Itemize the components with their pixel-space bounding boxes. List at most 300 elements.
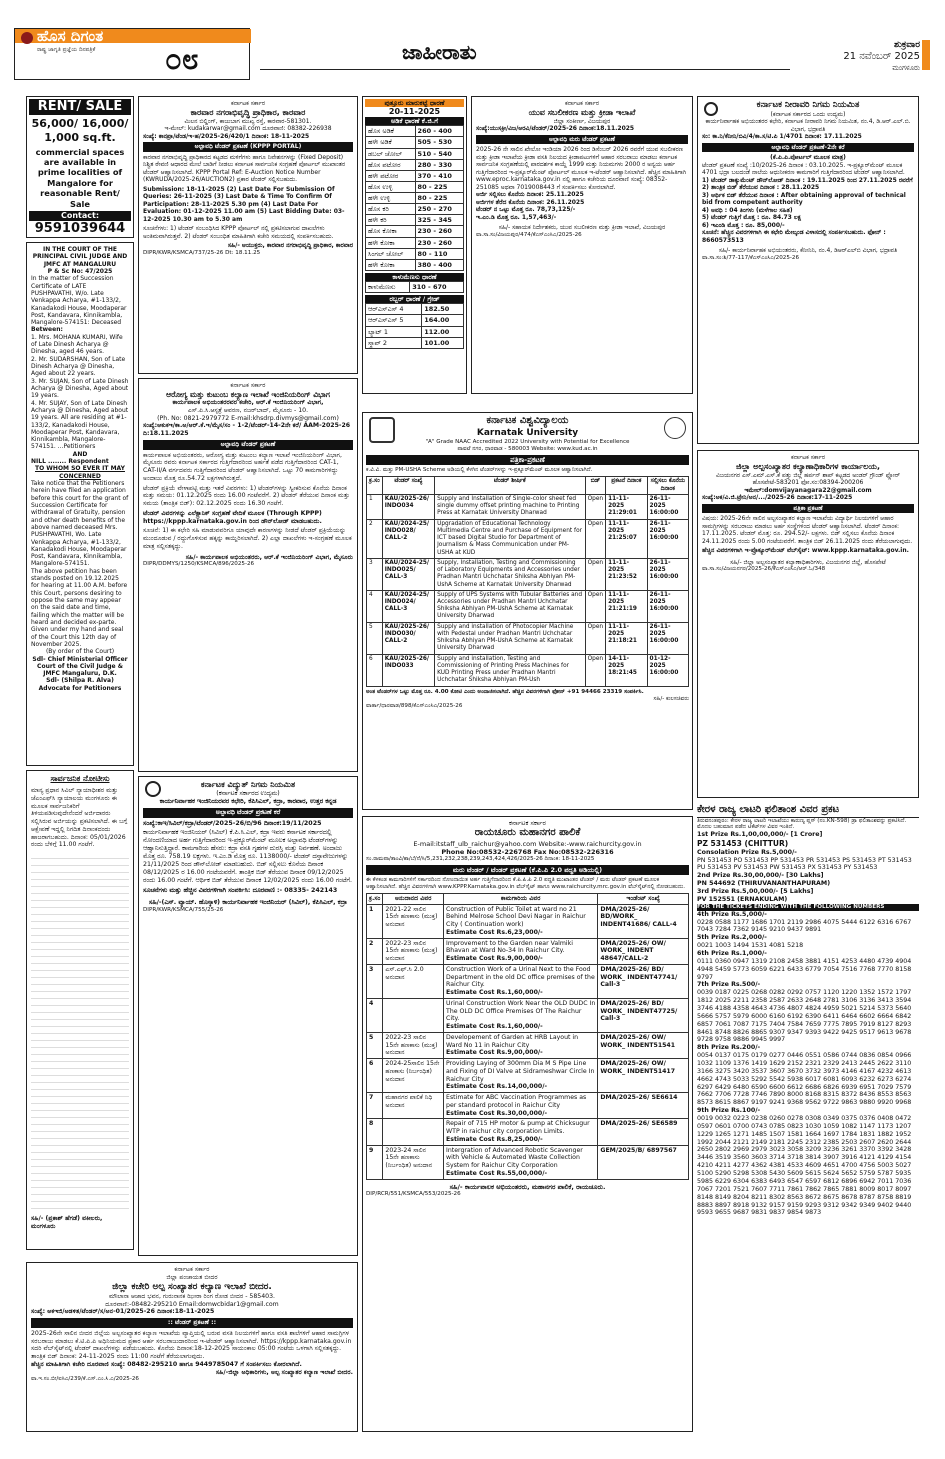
row-number: 9 <box>367 1145 383 1179</box>
indent-number: DMA/2025-26/ SE6614 <box>598 1093 689 1119</box>
dw-title: ಜಿಲ್ಲಾ ಅಲ್ಪಸಂಖ್ಯಾತರ ಕಲ್ಯಾಣಾಧಿಕಾರಿಗಳ ಕಾರ್ಯಾಲಯ, <box>735 461 881 471</box>
raichur-header-cell: ಕ್ರ.ಸಂ <box>367 893 383 904</box>
table-cell: KAU/2025-26/ INDO030/ CALL-2 <box>382 622 434 654</box>
nirawari-body: ಟೆಂಡರ್ ಪ್ರಕಟಣೆ ಸಂಖ್ಯೆ :10/2025-26 ದಿನಾಂಕ : 03.10.2025. ಇ-ಪ್ರಕ್ಯೂರ್‌ಮೆಂಟ್ ಮೂಲಕ 4701 ಭದ್ರಾ ಬಲದಂಡೆ ನಾಲೆಯ ಆಧುನೀಕರಣ ಕಾಮಗಾರಿಗೆ ಗುತ್ತಿಗೆದಾರರಿಂದ ಟೆಂಡರ್ ಆಹ್ವಾನಿಸಲಾಗಿದೆ. <box>702 161 905 177</box>
rate-row <box>366 215 464 226</box>
karwar-note: ಸೂಚನೆಗಳು: 1) ಟೆಂಡರ್ ಸಂಬಂಧಿಸಿದ KPPP ಪೋರ್ಟಲ್ ನಲ್ಲಿ ಪ್ರಕಟಿಸಲಾಗುವ ದಾಖಲೆಗಳು ಅಂತಿಮವಾಗಿರುತ್ತವೆ. 2) ಟೆಂಡರ್ ಸಂಬಂಧಿತ ಮಾಹಿತಿಗಾಗಿ ಕಚೇರಿ ಸಮಯದಲ್ಲಿ ಸಂಪರ್ಕಿಸಬಹುದು. <box>143 225 334 240</box>
estimate-cost: Estimate Cost Rs.9,00,000/- <box>446 955 543 963</box>
sports-sign: ಸಹಿ/- ಸಹಾಯಕ ನಿರ್ದೇಶಕರು, ಯುವ ಸಬಲೀಕರಣ ಮತ್ತು ಕ್ರೀಡಾ ಇಲಾಖೆ, ವಿಜಯಪುರ <box>498 224 666 231</box>
indent-number: DMA/2025-26/ OW/ WORK_ INDENT 48647/CALL-2 <box>598 938 689 964</box>
table-row <box>367 519 689 558</box>
market-rates <box>362 96 467 394</box>
grant-detail <box>383 1119 444 1145</box>
ayush-ph: (Ph. No: 0821-2979772 E-mail:khsdrp.divmys@gmail.com) <box>157 414 339 422</box>
rate-value: 325 - 345 <box>415 215 463 226</box>
row-number: 2 <box>367 938 383 964</box>
table-cell: 11-11-2025 21:18:21 <box>606 622 647 654</box>
table-row <box>367 494 689 519</box>
bidar-sub: ಜಿಲ್ಲಾ ಪಂಚಾಯತ ಬೀದರ <box>166 1273 218 1281</box>
kpcl-note: ಸೂಚನೆಗಳು ಮತ್ತು ಹೆಚ್ಚಿನ ವಿವರಗಳಿಗಾಗಿ ಸಂಪರ್ಕಿಸಿ: ದೂರವಾಣಿ :- 08335- 242143 <box>143 887 338 895</box>
nirawari-sub: (ಕರ್ನಾಟಕ ಸರ್ಕಾರದ ಒಂದು ಉದ್ಯಮ) <box>770 110 846 118</box>
kud-intro: ಕ.ವಿ.ವಿ. ಮತ್ತು PM-USHA Scheme ಅಡಿಯಲ್ಲಿ ಕೆಳಗಿನ ಟೆಂಡರ್‌ಗಳನ್ನು ಇ-ಪ್ರಕ್ಯೂರ್‌ಮೆಂಟ್ ಮೂಲಕ ಆಹ್ವಾನಿಸಲಾಗಿದೆ. <box>366 467 593 474</box>
rubber-name: ಆರ್‌ಎಸ್‌ಎಸ್ 4 <box>366 304 422 315</box>
karwar-govt: ಕರ್ನಾಟಕ ಸರ್ಕಾರ <box>230 100 266 107</box>
rate-value: 505 - 530 <box>415 137 463 148</box>
sports-d1: ಅರ್ಜಿ ಸಲ್ಲಿಸಲು ಕೊನೆಯ ದಿನಾಂಕ: 25.11.2025 <box>476 191 584 198</box>
rates-subtitle: ಅಡಿಕೆ ಧಾರಣೆ ಕೆ.ಜಿ.ಗೆ <box>365 117 464 125</box>
rate-value: 230 - 260 <box>415 226 463 237</box>
rate-row <box>366 193 464 204</box>
nirawari-footer: ವಾ.ಸಾ.ಸಂ:ಶಿ/77-117/ಕೆಎಸ್‌ಎಂಸಿಎ/2025-26 <box>702 254 800 261</box>
work-description: Intergration of Advanced Robotic Scavenger with Vehicle & Automated Waste Collection System for Raichur City Corporation <box>446 1146 583 1170</box>
rent-area: 56,000/ 16,000/ 1,000 sq.ft. <box>31 117 129 144</box>
rubber-row <box>366 326 464 337</box>
estimate-cost: Estimate Cost Rs.1,60,000/- <box>446 989 543 997</box>
ayush-sched: ಟೆಂಡರ್ ಪ್ರಕ್ರಿಯೆ ವೇಳಾಪಟ್ಟಿ ಮತ್ತು ಇತರೆ ವಿವರಗಳು: 1) ಟೆಂಡರ್‌ಗಳನ್ನು ಸ್ವೀಕರಿಸುವ ಕೊನೆಯ ದಿನಾಂಕ ಮತ್ತು ಸಮಯ: 01.12.2025 ರಂದು 16.00 ಗಂಟೆವರೆಗೆ. 2) ಟೆಂಡರ್ ತೆರೆಯುವ ದಿನಾಂಕ ಮತ್ತು ಸಮಯ (ತಾಂತ್ರಿಕ ಬಿಡ್): 02.12.2025 ರಂದು 16.30 ಗಂಟೆಗೆ. <box>143 484 350 508</box>
rubber-value: 112.00 <box>422 326 464 337</box>
karwar-email: ಇ-ಮೇಲ್: kudakarwar@gmail.com ದೂರವಾಣಿ: 08382-226938 <box>164 125 332 132</box>
nirawari-d3: 3) ಆರ್ಥಿಕ ಬಿಡ್ ತೆರೆಯುವ ದಿನಾಂಕ : After obtaining approval of technical bid from competent authority <box>702 191 906 207</box>
kpcl-govt: ಕರ್ನಾಟಕ ವಿದ್ಯುತ್ ನಿಗಮ ನಿಯಮಿತ <box>200 780 296 789</box>
table-row <box>367 998 689 1032</box>
work-detail <box>444 1059 598 1093</box>
indent-number: DMA/2025-26/ BD/ WORK_ INDENT47725/ Call-3 <box>598 998 689 1032</box>
rate-row <box>366 248 464 259</box>
karwar-title: ಕಾರವಾರ ನಗರಾಭಿವೃದ್ಧಿ ಪ್ರಾಧಿಕಾರ, ಕಾರವಾರ <box>190 107 306 117</box>
pepper-title: ಕಾಳುಮೆಣಸು ಧಾರಣೆ <box>365 273 464 281</box>
page-number: ೦೮ <box>165 42 199 77</box>
rate-row <box>366 237 464 248</box>
table-cell: KAU/2024-25/ INDO024/ CALL-3 <box>382 590 434 622</box>
rate-value: 280 - 330 <box>415 159 463 170</box>
rate-value: 80 - 110 <box>415 248 463 259</box>
lottery-p4: 0228 0588 1177 1686 1701 2119 2986 4075 5444 6122 6316 6767 7043 7284 7362 9145 9210 9437 9891 <box>697 918 912 934</box>
kud-header-cell: ಸಲ್ಲಿಸಲು ಕೊನೆಯ ದಿನಾಂಕ <box>647 477 688 494</box>
table-cell: 5 <box>367 622 383 654</box>
ayush-ref: ಸಂಖ್ಯೆ:ಆಕುಕಇ/ಕಾ.ಅ/ಆರ್.ಕೆ.ಇ/ಮೈಸ/ಸಂ - 1-2/ಟೆಂಡರ್-14-2ನೇ ಕರೆ/ AAM-2025-26 ದಿ:18.11.2025 <box>143 422 351 438</box>
table-cell: Open <box>585 622 605 654</box>
table-row <box>367 964 689 998</box>
orange-bar <box>922 40 930 70</box>
lottery-title: ಕೇರಳ ರಾಜ್ಯ ಲಾಟರಿ ಫಲಿತಾಂಶ ವಿವರ ಪ್ರಕಟ <box>697 804 919 818</box>
table-row <box>367 558 689 590</box>
rate-value: 80 - 225 <box>415 193 463 204</box>
court-notice <box>26 242 134 766</box>
sports-tender <box>471 96 693 394</box>
estimate-cost: Estimate Cost Rs.14,00,000/- <box>446 1083 548 1091</box>
date: 21 ನವೆಂಬರ್ 2025 <box>843 51 920 63</box>
ayush-url: ಟೆಂಡರ್ ವಿವರಗಳನ್ನು ಎಲೆಕ್ಟ್ರಾನಿಕ್ ಸಂಗ್ರಹಣೆ ವೇದಿಕೆ ಮೂಲಕ (Through KPPP) https://kppp.karnataka.gov.in ರಿಂದ ಡೌನ್‌ಲೋಡ್ ಮಾಡಬಹುದು. <box>143 509 322 525</box>
lottery-p6: 0111 0360 0947 1319 2108 2458 3881 4151 4253 4480 4739 4904 4948 5459 5773 6059 6221 6433 6779 7054 7516 7768 7770 8158 9797 <box>697 957 912 981</box>
row-number: 1 <box>367 904 383 938</box>
ayush-sign: ಸಹಿ/- ಕಾರ್ಯಪಾಲಕ ಅಭಿಯಂತರರು, ಆರ್.ಕೆ ಇಂಜಿನಿಯರಿಂಗ್ ವಿಭಾಗ, ಮೈಸೂರು <box>185 553 353 561</box>
logo-text: ಹೊಸ ದಿಗಂತ <box>37 27 104 45</box>
raichur-header-cell: ಕಾಮಗಾರಿಯ ವಿವರ <box>444 893 598 904</box>
work-detail <box>444 938 598 964</box>
table-cell: 11-11-2025 21:23:52 <box>606 558 647 590</box>
table-cell: 11-11-2025 21:21:19 <box>606 590 647 622</box>
grant-detail: ಎಸ್.ಎಫ್.ಸಿ 2.0 ಅನುದಾನ <box>383 964 444 998</box>
pepper-name: ಕಾಳುಮೆಣಸು <box>366 282 410 293</box>
lottery-p6-label: 6th Prize Rs.1,000/- <box>697 950 767 957</box>
table-cell: 11-11-2025 21:25:07 <box>606 519 647 558</box>
lottery-results <box>697 804 919 1434</box>
work-description: Repair of 715 HP motor & pump at Chicksugur WTP in raichur city corporation Limits. <box>446 1120 590 1136</box>
rate-name: ಹಳೇ ಕೋಕಾ <box>366 237 416 248</box>
table-cell: KAU/2024-25/ INDO028/ CALL-2 <box>382 519 434 558</box>
masthead <box>0 0 945 86</box>
table-cell: 14-11-2025 18:21:45 <box>606 654 647 686</box>
dw-body: ವಿಷಯ: 2025-26ನೇ ಸಾಲಿನ ಅಲ್ಪಸಂಖ್ಯಾತರ ಕಲ್ಯಾಣ ಇಲಾಖೆಯ ವಿದ್ಯಾರ್ಥಿ ನಿಲಯಗಳಿಗೆ ಆಹಾರ ಸಾಮಗ್ರಿಗಳನ್ನು ಸರಬರಾಜು ಮಾಡಲು ಅರ್ಹ ಸಂಸ್ಥೆಗಳಿಂದ ಟೆಂಡರ್ ಆಹ್ವಾನಿಸಲಾಗಿದೆ. ಟೆಂಡರ್ ದಿನಾಂಕ: 17.11.2025. ಟೆಂಡರ್ ಮೊತ್ತ: ರೂ. 294.52/- ಲಕ್ಷಗಳು. ಬಿಡ್ ಸಲ್ಲಿಸಲು ಕೊನೆಯ ದಿನಾಂಕ 24.11.2025 ರಂದು 5.00 ಗಂಟೆಯವರೆಗೆ. ತಾಂತ್ರಿಕ ಬಿಡ್ 26.11.2025 ರಂದು ತೆರೆಯಲಾಗುವುದು. <box>702 515 913 545</box>
raichur-header-row <box>367 893 689 904</box>
dw-sign: ಸಹಿ/- ಜಿಲ್ಲಾ ಅಲ್ಪಸಂಖ್ಯಾತರ ಕಲ್ಯಾಣಾಧಿಕಾರಿಗಳು, ವಿಜಯನಗರ ಜಿಲ್ಲೆ, ಹೊಸಪೇಟೆ <box>730 558 886 566</box>
lottery-p1: PZ 531453 (CHITTUR) <box>697 839 789 849</box>
nirawari-title: ಕರ್ನಾಟಕ ನೀರಾವರಿ ನಿಗಮ ನಿಯಮಿತ <box>756 100 860 110</box>
kpcl-sign: ಸಹಿ/-(ಎಸ್. ವ್ಯಾಯ್. ಹೊಸ್ಕಾಳಿ) ಕಾರ್ಯನಿರ್ವಾಹಕ ಇಂಜಿನಿಯರ್ (ಸಿವಿಲ್), ಕೆಪಿಸಿಎಲ್, ಕದ್ರಾ <box>148 899 348 907</box>
rubber-table <box>365 303 464 349</box>
table-cell: 26-11-2025 16:00:00 <box>647 519 688 558</box>
rate-value: 250 - 270 <box>415 204 463 215</box>
raichur-intro: ಈ ಕೆಳಕಂಡ ಕಾಮಗಾರಿಗಳಿಗೆ ಸರ್ಕಾರದಿಂದ ನೋಂದಾಯಿತ ಅರ್ಹ ಗುತ್ತಿಗೆದಾರರಿಂದ ಕೆ.ಪಿ.ಪಿ.ಪಿ 2.0 ಪದ್ಧತಿ ಮುಖಾಂತರ ಟೆಂಡರ್ / ಮರು ಟೆಂಡರ್ ಪ್ರಕಟಣೆ ಮೂಲಕ ಆಹ್ವಾನಿಸಲಾಗಿದೆ. ಹೆಚ್ಚಿನ ವಿವರಗಳಿಗಾಗಿ www.KPPP.Karnataka.gov.in ವೆಬ್‌ಸೈಟ್ ಹಾಗೂ www.raichurcity.mrc.gov.in ವೆಬ್‌ಸೈಟ್‌ನಲ್ಲಿ ನೋಡಬಹುದು. <box>366 876 686 890</box>
table-cell: 26-11-2025 16:00:00 <box>647 622 688 654</box>
table-cell: Open <box>585 654 605 686</box>
bidar-footer: ವಾ.ಇ.ಸಂ.ಬೀ/ಐಸಿಎ/239/ಕೆ.ಎಸ್.ಎಂ.ಸಿ.ಎ/2025-26 <box>31 1376 139 1383</box>
kinn-logo-icon <box>704 102 718 116</box>
nirawari-note: ಸೂಚನೆ: ಹೆಚ್ಚಿನ ವಿವರಗಳಿಗಾಗಿ ಈ ಕಛೇರಿ ಮೇಲ್ಕಂಡ ವಿಳಾಸದಲ್ಲಿ ಸಂಪರ್ಕಿಸಬಹುದು. ಫೋನ್ : 8660573513 <box>702 229 886 244</box>
court-and: AND <box>72 450 88 458</box>
work-detail <box>444 998 598 1032</box>
work-description: Providing Laying of 300mm Dia M S Pipe Line and Fixing of DI Valve at Sidrameshwar Circle In Raichur City <box>446 1060 595 1083</box>
raichur-footer: DIP/RCR/551/KSMCA/553/2025-26 <box>366 1190 461 1197</box>
public-notice-left <box>26 770 134 1250</box>
work-detail <box>444 1119 598 1145</box>
sports-head: ಅಲ್ಪಾವಧಿ ಮರು ಟೆಂಡರ್ ಪ್ರಕಟಣೆ <box>476 135 688 145</box>
rate-value: 80 - 225 <box>415 181 463 192</box>
indent-number: DMA/2025-26/ BD/WORK_ INDENT41686/ CALL-4 <box>598 904 689 938</box>
rate-row <box>366 159 464 170</box>
estimate-cost: Estimate Cost Rs.6,23,000/- <box>446 928 543 936</box>
rate-row <box>366 137 464 148</box>
nirawari-d4: 4) ಅವಧಿ : 04 ತಿಂಗಳು (ಮಳೆಗಾಲ ಸಹಿತ) <box>702 206 793 214</box>
lottery-p5-label: 5th Prize Rs.2,000/- <box>697 934 767 942</box>
raichur-email: E-mail:itstaff_ulb_raichur@yahoo.com Website:-www.raichurcity.gov.in <box>413 839 642 848</box>
kud-title-kn: ಕರ್ನಾಟಕ ವಿಶ್ವವಿದ್ಯಾಲಯ <box>486 415 569 426</box>
table-cell: 26-11-2025 16:00:00 <box>647 494 688 519</box>
district-welfare-notice <box>697 450 919 798</box>
rubber-row <box>366 315 464 326</box>
left-notice-sign: ಸಹಿ/- (ಪ್ರಕಾಶ್ ಹೆಗಡೆ) ವಕೀಲರು, ಮಂಗಳೂರು <box>31 1215 103 1230</box>
raichur-ref: ಸಂ.ರಾಮಪಾ/ತಾಂವಿ/ಶಾ/ಬೆ/ನೆ/ಸಿ/5,231,232,238,239,243,424,426/2025-26 ದಿನಾಂಕ: 18-11-2025 <box>366 855 595 862</box>
rubber-row <box>366 337 464 348</box>
bidar-sign: ಸಹಿ/-ಜಿಲ್ಲಾ ಅಧಿಕಾರಿಗಳು, ಅಲ್ಪ ಸಂಖ್ಯಾತರ ಕಲ್ಯಾಣ ಇಲಾಖೆ ಬೀದರ. <box>215 1368 353 1376</box>
bidar-title: ಜಿಲ್ಲಾ ಕಚೇರಿ ಅಲ್ಪ ಸಂಖ್ಯಾತರ ಕಲ್ಯಾಣ ಇಲಾಖೆ ಬೀದರ. <box>112 1281 272 1292</box>
indent-number: DMA/2025-26/ SE6589 <box>598 1119 689 1145</box>
kud-tender <box>362 412 693 810</box>
work-detail <box>444 964 598 998</box>
row-number: 8 <box>367 1119 383 1145</box>
rate-name: ಹಳೇ ಅಡಿಕೆ <box>366 137 416 148</box>
rate-name: ಹೊಸ ಉಳ್ಳಿ <box>366 181 416 192</box>
court-sign: Sdl- Chief Ministerial Officer Court of the Civil Judge & JMFC Mangaluru, D.K. <box>32 655 128 678</box>
lottery-p8: 0054 0137 0175 0179 0277 0446 0551 0586 0744 0836 0854 0966 1032 1109 1376 1419 1629 2152 2321 2329 2413 2445 2622 3110 3166 3275 3420 3537 3607 3670 3732 3973 4146 4167 4232 4613 4662 4743 5033 5292 5542 5938 6017 6081 6093 6232 6273 6274 6297 6429 6480 6590 6600 6612 6686 6826 6939 6951 7029 7579 7662 7706 7728 7746 7890 8000 8168 8315 8372 8436 8553 8563 8573 8615 8867 9197 9241 9368 9562 9722 9863 9880 9920 9968 <box>697 1052 912 1107</box>
table-cell: Open <box>585 494 605 519</box>
nirawari-d6: 6) ಇಎಂಡಿ ಮೊತ್ತ : ರೂ. 85,000/- <box>702 221 785 229</box>
sports-d4: ಇ.ಎಂ.ಡಿ ಮೊತ್ತ ರೂ. 1,57,463/- <box>476 213 557 221</box>
table-cell: 3 <box>367 558 383 590</box>
court-body1: In the matter of Succession Certificate of LATE PUSHPAVATHI, W/o. Late Venkappa Acharya, #1-133/2, Kanadakodi House, Moodaperar Post, Kandavara, Kinnikambla, Mangalore-574151: Deceased <box>31 275 127 327</box>
rubber-value: 182.50 <box>422 304 464 315</box>
date-block <box>790 40 920 73</box>
rent-contact-label: Contact: <box>29 211 131 221</box>
rate-name: ಹೊಸ ಕೋಕಾ <box>366 226 416 237</box>
kpcl-body: ಕಾರ್ಯನಿರ್ವಾಹಕ ಇಂಜಿನಿಯರ್ (ಸಿವಿಲ್) ಕೆ.ಪಿ.ಸಿ.ಎಲ್, ಕದ್ರಾ ಇವರು ಕರ್ನಾಟಕ ಸರ್ಕಾರದಲ್ಲಿ ನೋಂದಣಿಯಾದ ಅರ್ಹ ಗುತ್ತಿಗೆದಾರರಿಂದ ಇ-ಪ್ರಕ್ಯೂರ್‌ಮೆಂಟ್ ಮೂಲಕ ಅಲ್ಪಾವಧಿ ಟೆಂಡರ್‌ಗಳನ್ನು ಆಹ್ವಾನಿಸುತ್ತಿದ್ದಾರೆ. ಕಾಮಗಾರಿಯ ಹೆಸರು: ಕದ್ರಾ ವಸತಿ ಗೃಹಗಳ ದುರಸ್ತಿ ಮತ್ತು ನಿರ್ವಹಣೆ. ಅಂದಾಜು ಮೊತ್ತ ರೂ. 758.19 ಲಕ್ಷಗಳು. ಇ.ಎಂ.ಡಿ ಮೊತ್ತ ರೂ. 1138000/- ಟೆಂಡರ್ ದಸ್ತಾವೇಜುಗಳನ್ನು 21/11/2025 ರಿಂದ ಡೌನ್‌ಲೋಡ್ ಮಾಡಬಹುದು. ಬಿಡ್ ಸಲ್ಲಿಸಲು ಕೊನೆಯ ದಿನಾಂಕ 08/12/2025 ರ 16.00 ಗಂಟೆಯವರೆಗೆ. ತಾಂತ್ರಿಕ ಬಿಡ್ ತೆರೆಯುವ ದಿನಾಂಕ 09/12/2025 ರಂದು 16.00 ಗಂಟೆಗೆ. ಆರ್ಥಿಕ ಬಿಡ್ ತೆರೆಯುವ ದಿನಾಂಕ 12/02/2025 ರಂದು 16.00 ಗಂಟೆಗೆ. <box>143 829 352 884</box>
kpcl-head: ಅಲ್ಪಾವಧಿ ಟೆಂಡರ್ ಪ್ರಕಟಣೆ ಕರೆ <box>143 808 353 818</box>
lottery-p1-label: 1st Prize Rs.1,00,00,000/- [1 Crore] <box>697 831 823 839</box>
rate-name: ಹಳೇ ಪಟೋರ <box>366 170 416 181</box>
table-cell: KAU/2024-25/ INDO025/ CALL-3 <box>382 558 434 590</box>
bidar-ph: ದೂರವಾಣಿ:-08482-295210 Email:domwcbidar1@gmail.com <box>105 1300 279 1308</box>
nirawari-ref: ಸಂ: ಕಾ.ನಿ/ಕೆನೀನಿ/ಬಿವಿ/4/ಕಾ.ಸ/ಟಿ.ಪಿ 1/4701 ದಿನಾಂಕ: 17.11.2025 <box>702 133 862 141</box>
work-description: Construction Work of a Urinal Next to the Food Department in the old DC office premises of the Raichur City. <box>446 965 595 989</box>
ayush-addr: ಎಸ್.ಪಿ.ಸಿ.ಆಸ್ಪತ್ರೆ ಆವರಣ, ನಜರ್‌ಬಾದ್, ಮೈಸೂರು - 10. <box>187 406 309 414</box>
rubber-value: 101.00 <box>422 337 464 348</box>
rubber-value: 164.00 <box>422 315 464 326</box>
work-description: Improvement to the Garden near Valmiki Bhavan at Ward No-34 In Raichur City. <box>446 939 573 955</box>
table-cell: Supply and installation, Testing and Commissioning of Printing Press Machines for KUD Printing Press under Pradhan Mantri Uchchatar Shiksha Abhiyan PM-Ush <box>435 654 586 686</box>
sports-sub: ಜಿಲ್ಲಾ ಸಂಕೀರ್ಣ, ವಿಜಯಪುರ <box>553 117 611 125</box>
rubber-title: ರಬ್ಬರ್ ಧಾರಣೆ / ಗ್ರೇಡ್ <box>365 295 464 303</box>
lottery-p3: PV 152551 (ERNAKULAM) <box>697 895 788 903</box>
dw-head: ಪತ್ರಿಕಾ ಪ್ರಕಟಣೆ <box>702 504 914 514</box>
kud-header-cell: ಟೆಂಡರ್ ಶೀರ್ಷಿಕೆ <box>435 477 586 494</box>
logo-tagline: ರಾಷ್ಟ್ರ ಜಾಗೃತಿ ಪ್ರಜ್ಞೆಯ ದಿನಪತ್ರಿಕೆ <box>37 47 96 53</box>
table-row <box>367 590 689 622</box>
sports-govt: ಕರ್ನಾಟಕ ಸರ್ಕಾರ <box>564 100 600 107</box>
kud-header-row <box>367 477 689 494</box>
rate-value: 370 - 410 <box>415 170 463 181</box>
nirawari-head2: (ಕೆ.ಪಿ.ಪಿ.ಪೋರ್ಟಲ್ ಮೂಲಕ ಮಾತ್ರ) <box>770 154 846 162</box>
raichur-header-cell: ಇಂಡೆಂಟ್ ಸಂಖ್ಯೆ <box>598 893 689 904</box>
bidar-contact: ಹೆಚ್ಚಿನ ಮಾಹಿತಿಗಾಗಿ ಕಚೇರಿ ದೂರವಾಣಿ ಸಂಖ್ಯೆ: 08482-295210 ಹಾಗೂ 9449785047 ಗೆ ಸಂಪರ್ಕಿಸಲು ಕೋರಲಾಗಿದೆ. <box>31 1360 302 1368</box>
karwar-sign: ಸಹಿ/- ಆಯುಕ್ತರು, ಕಾರವಾರ ನಗರಾಭಿವೃದ್ಧಿ ಪ್ರಾಧಿಕಾರ, ಕಾರವಾರ <box>227 242 353 249</box>
table-cell: Open <box>585 519 605 558</box>
row-number: 3 <box>367 964 383 998</box>
table-row <box>367 1059 689 1093</box>
lottery-p2-label: 2nd Prize Rs.30,00,000/- [30 Lakhs] <box>697 872 824 880</box>
table-cell: Upgradation of Educational Technology Multimedia Centre and Purchase of Equipment for ICT based Digital Studio for Department of Journalism & Mass Communication under PM-USHA at KUD <box>435 519 586 558</box>
sports-title: ಯುವ ಸಬಲೀಕರಣ ಮತ್ತು ಕ್ರೀಡಾ ಇಲಾಖೆ <box>528 107 636 117</box>
kud-header-cell: ಕ್ರ.ಸಂ <box>367 477 383 494</box>
row-number: 7 <box>367 1093 383 1119</box>
table-cell: 11-11-2025 21:29:01 <box>606 494 647 519</box>
lottery-p7-label: 7th Prize Rs.500/- <box>697 981 761 989</box>
kud-seal-icon <box>664 417 686 439</box>
kpcl-footer: DIPR/KWR/KSMCA/755/25-26 <box>143 907 224 914</box>
ayush-govt: ಕರ್ನಾಟಕ ಸರ್ಕಾರ <box>230 382 266 389</box>
raichur-table <box>366 893 689 1180</box>
karwar-sched: Submission: 18-11-2025 (2) Last Date For Submission Of Queries: 26-11-2025 (3) Last Date & Time To Confirm Of Participation: 28-11-2025 5.30 pm (4) Last Date For Evaluation: 01-12-2025 11.00 am (5) Last Bidding Date: 03-12-2025 10.30 am to 5.30 am <box>143 185 345 223</box>
bidar-ref: ಸಂಖ್ಯೆ: ಅಕಇಜಿ/ಅಡಳಿತ/ಟೆಂಡರ್/ಸ/ಅನ-01/2025-26 ದಿನಾಂಕ:18-11-2025 <box>31 1308 215 1316</box>
grant-detail: ಮಹಾನಗರ ಪಾಲಿಕೆ ನಿಧಿ ಅನುದಾನ <box>383 1093 444 1119</box>
kpcl-sub: (ಕರ್ನಾಟಕ ಸರ್ಕಾರದ ಉದ್ಯಮ) <box>216 790 280 797</box>
left-notice-body: ಮಾನ್ಯ ಪ್ರಧಾನ ಸಿವಿಲ್ ನ್ಯಾಯಾಧೀಶರ ಮತ್ತು ಜೆಎಂಎಫ್‌ಸಿ ನ್ಯಾಯಾಲಯ ಮಂಗಳೂರು ಈ ಮೂಲಕ ಸಾರ್ವಜನಿಕರಿಗೆ ತಿಳಿಯಪಡಿಸುವುದೇನೆಂದರೆ ಅರ್ಜಿದಾರರು ಸಲ್ಲಿಸಿರುವ ಅರ್ಜಿಯನ್ನು ಪ್ರಕಟಿಸಲಾಗಿದೆ. ಈ ಬಗ್ಗೆ ಆಕ್ಷೇಪಣೆ ಇದ್ದಲ್ಲಿ ನಿಗದಿತ ದಿನಾಂಕದಂದು ಹಾಜರಾಗಬಹುದು. ದಿನಾಂಕ: 05/01/2026 ರಂದು ಬೆಳಿಗ್ಗೆ 11.00 ಗಂಟೆಗೆ. <box>31 787 128 849</box>
row-number: 5 <box>367 1032 383 1058</box>
dw-govt: ಕರ್ನಾಟಕ ಸರ್ಕಾರ <box>790 454 826 461</box>
lottery-p4-label: 4th Prize Rs.5,000/- <box>697 910 767 918</box>
rate-name: ಸಿಂಗಲ್ ಚೋಲ್ <box>366 248 416 259</box>
grant-detail: 2021-22 ಸಾಲಿನ 15ನೇ ಹಣಕಾಸು (ಮುಕ್ತ) ಅನುದಾನ <box>383 904 444 938</box>
raichur-header-cell: ಅನುದಾನದ ವಿವರ <box>383 893 444 904</box>
kud-title-en: Karnatak University <box>476 427 579 438</box>
estimate-cost: Estimate Cost Rs.8,25,000/- <box>446 1135 543 1143</box>
rate-row <box>366 259 464 270</box>
row-number: 4 <box>367 998 383 1032</box>
kud-logo-icon <box>369 417 395 443</box>
day: ಶುಕ್ರವಾರ <box>894 40 920 50</box>
section-title: ಜಾಹೀರಾತು <box>402 40 477 64</box>
court-p3: 3. Mr. SUJAN, Son of Late Dinesh Acharya @ Dinesha, Aged about 19 years. <box>31 377 129 400</box>
court-title: IN THE COURT OF THE PRINCIPAL CIVIL JUDGE AND JMFC AT MANGALURU <box>32 246 128 268</box>
kpcl-office: ಕಾರ್ಯನಿರ್ವಾಹಕ ಇಂಜಿನಿಯರವರ ಕಛೇರಿ, ಕೆಪಿಸಿಎಲ್, ಕದ್ರಾ, ಕಾರವಾರ, ಉತ್ತರ ಕನ್ನಡ <box>159 797 337 805</box>
kpcl-tender <box>138 776 358 1256</box>
court-p1: 1. Mrs. MOHANA KUMARI, Wife of Late Dinesh Acharya @ Dinesha, aged 46 years. <box>31 333 123 356</box>
work-detail <box>444 1032 598 1058</box>
rate-name: ಹಳೇ ಕೋಕಾ <box>366 259 416 270</box>
table-cell: Supply and Installation of Single-color sheet fed single dummy offset printing machine to Printing Press at Karnatak University Dharwad <box>435 494 586 519</box>
left-notice-title: ಸಾರ್ವಜನಿಕ ನೋಟೀಸು <box>50 774 110 783</box>
table-cell: 2 <box>367 519 383 558</box>
kud-head: ಪತ್ರಿಕಾ-ಪ್ರಕಟಣೆ <box>366 455 689 466</box>
table-row <box>367 1093 689 1119</box>
bidar-govt: ಕರ್ನಾಟಕ ಸರ್ಕಾರ <box>174 1266 210 1273</box>
rate-name: ಹಳೇ ಉಳ್ಳಿ <box>366 193 416 204</box>
work-detail <box>444 1145 598 1179</box>
court-p4: 4. Mr. SUJAY, Son of Late Dinesh Acharya @ Dinesha, Aged about 19 years. All are residing at #1-133/2, Kanadakodi House, Moodaperar Post, Kandavara, Kinnikambla, Mangalore-574151. ...Petitioners <box>31 399 129 451</box>
header-rule <box>260 40 790 70</box>
bidar-addr: ಮೌಲಾನಾ ಆಜಾದ ಭವನ, ಗುರುನಾನಕ ಝೀರಾ ರಿಂಗ ರೋಡ ಬೀದರ - 585403. <box>108 1292 275 1300</box>
table-cell: 26-11-2025 16:00:00 <box>647 558 688 590</box>
indent-number: DMA/2025-26/ OW/ WORK_ INDENT51541 <box>598 1032 689 1058</box>
work-description: Urinal Construction Work Near the OLD DUDC In The OLD DC Office Premises Of The Raichur City. <box>446 999 596 1023</box>
rate-row <box>366 181 464 192</box>
grant-detail: 2023-24 ಸಾಲಿನ 15ನೇ ಹಣಕಾಸು (ನಿರ್ಬಂಧಿತ) ಅನುದಾನ <box>383 1145 444 1179</box>
ayush-notes: ಸೂಚನೆ: 1) ಈ ಕಛೇರಿ ಸಹಿ ಮಾಡುವವರಿಗೂ ಯಾವುದೇ ಕಾರಣಗಳನ್ನು ನೀಡದೆ ಟೆಂಡರ್ ಪ್ರಕ್ರಿಯೆಯನ್ನು ಮುಂದೂಡುವ / ರದ್ದುಗೊಳಿಸುವ ಹಕ್ಕನ್ನು ಕಾಯ್ದಿರಿಸಲಾಗಿದೆ. 2) ಎಲ್ಲಾ ದಾಖಲೆಗಳು ಇ-ಸಂಗ್ರಹಣೆ ಮೂಲಕ ಮಾತ್ರ ಸಲ್ಲಿಸತಕ್ಕದ್ದು. <box>143 527 352 550</box>
court-between: Between: <box>31 326 63 334</box>
lottery-p5: 0021 1003 1494 1531 4081 5218 <box>697 942 804 950</box>
lottery-p2: PN 544692 (THIRUVANANTHAPURAM) <box>697 880 831 888</box>
ayush-tender <box>138 378 358 772</box>
court-adv: Sdl- (Shilpa R. Alva) Advocate for Petitioners <box>38 677 122 692</box>
table-cell: KAU/2025-26/ INDO034 <box>382 494 434 519</box>
ayush-footer: DIPR/DDMYS/1250/KSMCA/896/2025-26 <box>143 561 255 568</box>
estimate-cost: Estimate Cost Rs.9,00,000/- <box>446 1049 543 1057</box>
lottery-p9-label: 9th Prize Rs.100/- <box>697 1107 761 1115</box>
city: ಮಂಗಳೂರು <box>892 63 920 72</box>
work-detail <box>444 1093 598 1119</box>
dw-email: ಇಮೇಲ್:domvijayanagara22@gmail.com <box>744 486 872 494</box>
nirawari-sign: ಸಹಿ/- ಕಾರ್ಯನಿರ್ವಾಹಕ ಅಭಿಯಂತರರು, ಕೆನೀನಿನಿ, ನಂ.4, ಡಿಆರ್‌ಎಲ್‌ಬಿ ವಿಭಾಗ, ಭದ್ರಾವತಿ <box>718 247 898 255</box>
rate-name: ಹೊಸ ಅಡಿಕೆ <box>366 126 416 137</box>
table-row <box>367 622 689 654</box>
rate-row <box>366 170 464 181</box>
rate-row <box>366 126 464 137</box>
kud-footer: ವಾರ್ತಾ/ಧಾರವಾಡ/898/ಕೆಎಸ್‌ಎಂಸಿಎ/2025-26 <box>366 702 463 709</box>
karwar-footer: DIPR/KWR/KSMCA/737/25-26 Dt: 18.11.25 <box>143 249 261 256</box>
rates-table <box>365 125 464 271</box>
rate-row <box>366 148 464 159</box>
karwar-head: ಅಲ್ಪಾವಧಿ ಟೆಂಡರ್ ಪ್ರಕಟಣೆ (KPPP PORTAL) <box>143 142 353 152</box>
table-row <box>367 1032 689 1058</box>
nirawari-head: ಅಲ್ಪಾವಧಿ ಟೆಂಡರ್ ಪ್ರಕಟಣೆ-2ನೇ ಕರೆ <box>702 143 914 153</box>
lottery-p8-label: 8th Prize Rs.200/- <box>697 1044 761 1052</box>
rate-name: ಡಬಲ್ ಚೋಲ್ <box>366 148 416 159</box>
logo <box>14 28 250 80</box>
ayush-sub: ಕಾರ್ಯಪಾಲಕ ಅಭಿಯಂತರರವರ ಕಚೇರಿ, ಆರ್.ಕೆ ಇಂಜಿನಿಯರಿಂಗ್ ವಿಭಾಗ, <box>172 399 324 407</box>
ayush-body: ಕಾರ್ಯಪಾಲಕ ಅಭಿಯಂತರರು, ಆರೋಗ್ಯ ಮತ್ತು ಕುಟುಂಬ ಕಲ್ಯಾಣ ಇಲಾಖೆ ಇಂಜಿನಿಯರಿಂಗ್ ವಿಭಾಗ, ಮೈಸೂರು ರವರು ಕರ್ನಾಟಕ ಸರ್ಕಾರದ ಗುತ್ತಿಗೆದಾರರಿಂದ ಅರ್ಹತೆ ಪಡೆದ ಗುತ್ತಿಗೆದಾರರಿಂದ CAT-1, CAT-II/A ವರ್ಗದವರು ಗುತ್ತಿಗೆದಾರರಿಂದ ಟೆಂಡರ್ ಆಹ್ವಾನಿಸಲಾಗಿದೆ. ಒಟ್ಟು 70 ಕಾಮಗಾರಿಗಳಿದ್ದು ಅಂದಾಜು ಮೊತ್ತ ರೂ.54.72 ಲಕ್ಷಗಳಾಗಿರುತ್ತದೆ. <box>143 451 342 482</box>
table-row <box>367 938 689 964</box>
rate-name: ಹೊಸ ಕರಿ <box>366 204 416 215</box>
rate-value: 380 - 400 <box>415 259 463 270</box>
raichur-phone: Phone No:08532-226768 Fax No:08532-226316 <box>441 847 614 856</box>
kud-header-cell: ಬಿಡ್ <box>585 477 605 494</box>
court-p2: 2. Mr. SUDARSHAN, Son of Late Dinesh Acharya @ Dinesha, Aged about 22 years. <box>31 355 126 378</box>
kud-table <box>366 476 689 686</box>
kpcl-logo-icon <box>145 781 161 797</box>
indent-number: DMA/2025-26/ BD/ WORK_ INDENT47741/ Call-3 <box>598 964 689 998</box>
dw-sub: ವಿಜಯನಗರ ಎಸ್.ಎಮ್.ಎಸ್.ಕೆ ಪತ್ತು ಜಿಲ್ಲೆ ಹರ್ಪನ್‌ ಶಾಪ್ ಕಟ್ಟಡದ ಅಂಡರ್ ಗ್ರೌಂಡ್ ಫ್ಲೋರ್ ಹೊಸಪೇಟೆ-583201 ಫೋ.ಸಂ:08394-200206 <box>715 471 900 486</box>
lottery-endings: FOR THE TICKETS ENDING WITH THE FOLLOWING NUMBERS <box>697 904 919 911</box>
karwar-ref: ಸಂಖ್ಯೆ: ಕಾನಪ್ರಾ/ಟೆಂಡ/ಇ-ಹ/2025-26/420/1 ದಿನಾಂಕ: 18-11-2025 <box>143 132 310 140</box>
table-cell: Supply and installation of Photocopier Machine with Pedestal under Pradhan Mantri Uchchatar Shiksha Abhiyan PM-UshA Scheme at Karnatak University Dharwad <box>435 622 586 654</box>
table-cell: 26-11-2025 16:00:00 <box>647 590 688 622</box>
indent-number: GEM/2025/B/ 6897567 <box>598 1145 689 1179</box>
rent-body: commercial spaces are available in prime localities of Mangalore for reasonable Rent/ Sale <box>35 146 125 209</box>
grant-detail <box>383 998 444 1032</box>
left-notice-fill <box>31 852 129 1212</box>
karwar-addr: ಮಿಲನ ಬಿಲ್ಡಿಂಗ್, ಕಾಜುಬಾಗ ಮುಖ್ಯ ರಸ್ತೆ, ಕಾರವಾರ-581301. <box>184 117 312 125</box>
table-row <box>367 1119 689 1145</box>
row-number: 6 <box>367 1059 383 1093</box>
estimate-cost: Estimate Cost Rs.1,60,000/- <box>446 1023 543 1031</box>
sports-d2: ಅರ್ಜಿಗಳ ತೆರೆದ ಕೊನೆಯ ದಿನಾಂಕ: 26.11.2025 <box>476 198 585 206</box>
raichur-sign: ಸಹಿ/- ಕಾರ್ಯಪಾಲಕ ಅಭಿಯಂತರರು, ಮಹಾನಗರ ಪಾಲಿಕೆ, ರಾಯಚೂರು. <box>449 1182 606 1191</box>
nirawari-d1: 1) ಟೆಂಡರ್ ಡಾಕ್ಯುಮೆಂಟ್ ಡೌನ್‌ಲೋಡ್ ದಿನಾಂಕ : 19.11.2025 ರಿಂದ 27.11.2025 ರವರೆಗೆ <box>702 176 913 184</box>
work-description: Estimate for ABC Vaccination Programmes as per standard protocol in Raichur City <box>446 1094 587 1109</box>
grant-detail: 2022-23 ಸಾಲಿನ 15ನೇ ಹಣಕಾಸು (ಮುಕ್ತ) ಅನುದಾನ <box>383 1032 444 1058</box>
work-detail <box>444 904 598 938</box>
table-cell: Open <box>585 558 605 590</box>
rent-phone: 9591039644 <box>34 220 126 236</box>
rate-value: 510 - 540 <box>415 148 463 159</box>
kud-addr: ಪಾವಟೆ ನಗರ, ಧಾರವಾಡ - 580003 Website: www.kud.ac.in <box>457 445 598 452</box>
rent-sale-ad <box>26 96 134 238</box>
work-description: Developement of Garden at HRB Layout in Ward No 11 in Raichur City <box>446 1033 579 1049</box>
lottery-p9: 0019 0032 0223 0238 0260 0278 0308 0349 0375 0376 0408 0472 0597 0601 0700 0743 0785 0823 1030 1059 1082 1147 1173 1207 1229 1265 1271 1485 1507 1581 1664 1697 1784 1831 1882 1952 1992 2044 2121 2149 2181 2245 2312 2385 2503 2607 2620 2644 2650 2802 2969 2979 3023 3058 3209 3236 3261 3370 3392 3428 3446 3519 3560 3603 3714 3718 3814 3907 3916 4121 4129 4154 4210 4211 4277 4362 4381 4533 4609 4651 4700 4756 5003 5027 5100 5290 5298 5308 5430 5609 5615 5624 5652 5759 5787 5935 5985 6229 6304 6383 6493 6547 6597 6812 6896 6942 7011 7036 7067 7201 7521 7607 7711 7861 7862 7865 7881 8009 8017 8097 8148 8149 8204 8211 8302 8563 8672 8675 8678 8787 8758 8819 8883 8897 8918 9132 9157 9159 9293 9312 9342 9349 9402 9440 9593 9655 9687 9831 9837 9854 9873 <box>697 1115 912 1217</box>
kud-sign: ಸಹಿ/- ಕುಲಸಚಿವರು <box>653 695 689 702</box>
rubber-name: ಸ್ಕ್ರಾಪ್ 2 <box>366 337 422 348</box>
court-body2: Take notice that the Petitioners herein have filed an application before this court for the grant of Succession Certificate for withdrawal of Gratuity, pension and other death benefits of the above named deceased Mrs. PUSHPAVATHI, Wo. Late Venkappa Acharya, #1-133/2, Kanadakodi House, Moodaperar Post, Kandavara, Kinnikambla, Mangalore-574151. <box>31 480 129 568</box>
rent-title: RENT/ SALE <box>29 99 131 115</box>
bidar-tender <box>26 1262 358 1432</box>
court-whom: TO WHOM SO EVER IT MAY CONCERNED <box>35 465 125 480</box>
rate-value: 230 - 260 <box>415 237 463 248</box>
grant-detail: 2022-23 ಸಾಲಿನ 15ನೇ ಹಣಕಾಸು (ಮುಕ್ತ) ಅನುದಾನ <box>383 938 444 964</box>
table-cell: Open <box>585 590 605 622</box>
table-cell: Supply of UPS Systems with Tubular Batteries and Accessories under Pradhan Mantri Uchchatar Shiksha Abhiyan PM-UshA Scheme at Karnatak University Dharwad <box>435 590 586 622</box>
raichur-head: ಮರು ಟೆಂಡರ್ / ಟೆಂಡರ್ ಪ್ರಕಟಣೆ (ಕೆ.ಪಿ.ಪಿ 2.0 ಪದ್ಧತಿ ಅಡಿಯಲ್ಲಿ) <box>366 865 689 875</box>
rate-value: 260 - 400 <box>415 126 463 137</box>
table-row <box>367 654 689 686</box>
